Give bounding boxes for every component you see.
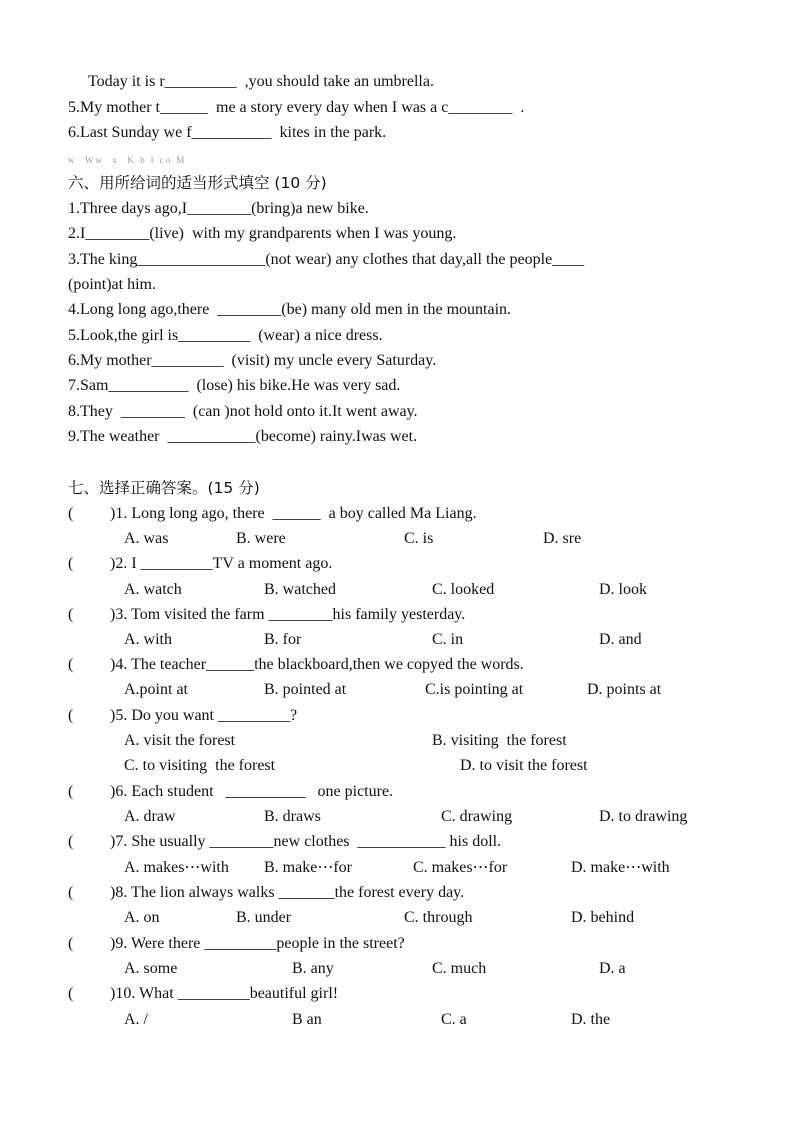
s6-item-3-cont: (point)at him. (68, 276, 156, 293)
q2-option-d: D. look (599, 581, 647, 598)
q2-option-b: B. watched (264, 581, 336, 598)
q7-paren: ( (68, 833, 74, 850)
q1-paren: ( (68, 505, 74, 522)
q5-option-c: C. to visiting the forest (124, 757, 276, 774)
q3-option-c: C. in (432, 631, 464, 648)
question-5-mother-story: 5.My mother t______ me a story every day when I was a c________ . (68, 99, 525, 116)
q1-option-c: C. is (404, 530, 434, 547)
q2-text: )2. I _________TV a moment ago. (110, 555, 333, 572)
q4-option-d: D. points at (587, 681, 662, 698)
q5-text: )5. Do you want _________? (110, 707, 298, 724)
q8-option-a: A. on (124, 909, 160, 926)
question-weather-umbrella: Today it is r_________ ,you should take an umbrella. (88, 73, 434, 90)
q8-option-d: D. behind (571, 909, 635, 926)
q8-paren: ( (68, 884, 74, 901)
q5-option-b: B. visiting the forest (432, 732, 567, 749)
q6-text: )6. Each student __________ one picture. (110, 783, 394, 800)
q3-option-d: D. and (599, 631, 642, 648)
q1-option-b: B. were (236, 530, 286, 547)
s6-item-7: 7.Sam__________ (lose) his bike.He was very sad. (68, 377, 401, 394)
q9-paren: ( (68, 935, 74, 952)
q7-option-a: A. makes⋯with (124, 859, 229, 876)
s6-item-8: 8.They ________ (can )not hold onto it.It went away. (68, 403, 418, 420)
q7-text: )7. She usually ________new clothes ___________ his doll. (110, 833, 502, 850)
s6-item-6: 6.My mother_________ (visit) my uncle every Saturday. (68, 352, 437, 369)
s6-item-5: 5.Look,the girl is_________ (wear) a nice dress. (68, 327, 383, 344)
q4-option-b: B. pointed at (264, 681, 347, 698)
s6-item-9: 9.The weather ___________(become) rainy.Iwas wet. (68, 428, 418, 445)
q8-option-b: B. under (236, 909, 292, 926)
s6-item-1: 1.Three days ago,I________(bring)a new bike. (68, 200, 369, 217)
q2-option-a: A. watch (124, 581, 182, 598)
q6-option-c: C. drawing (441, 808, 513, 825)
q10-option-c: C. a (441, 1011, 467, 1028)
q8-text: )8. The lion always walks _______the forest every day. (110, 884, 465, 901)
q9-text: )9. Were there _________people in the street? (110, 935, 405, 952)
q9-option-c: C. much (432, 960, 487, 977)
watermark-text: w Ww x K b l co M (68, 155, 187, 165)
q6-option-d: D. to drawing (599, 808, 688, 825)
q6-paren: ( (68, 783, 74, 800)
q7-option-b: B. make⋯for (264, 859, 352, 876)
s6-item-3: 3.The king________________(not wear) any clothes that day,all the people____ (68, 251, 585, 268)
q5-option-a: A. visit the forest (124, 732, 236, 749)
q10-option-d: D. the (571, 1011, 611, 1028)
q9-option-d: D. a (599, 960, 626, 977)
q1-option-d: D. sre (543, 530, 582, 547)
q4-option-a: A.point at (124, 681, 188, 698)
q3-option-b: B. for (264, 631, 302, 648)
q6-option-a: A. draw (124, 808, 176, 825)
q6-option-b: B. draws (264, 808, 321, 825)
q10-text: )10. What _________beautiful girl! (110, 985, 339, 1002)
q2-paren: ( (68, 555, 74, 572)
q9-option-b: B. any (292, 960, 334, 977)
q7-option-d: D. make⋯with (571, 859, 670, 876)
q4-option-c: C.is pointing at (425, 681, 524, 698)
q1-text: )1. Long long ago, there ______ a boy called Ma Liang. (110, 505, 477, 522)
s6-item-4: 4.Long long ago,there ________(be) many old men in the mountain. (68, 301, 512, 318)
q10-paren: ( (68, 985, 74, 1002)
q7-option-c: C. makes⋯for (413, 859, 508, 876)
q3-text: )3. Tom visited the farm ________his family yesterday. (110, 606, 466, 623)
q9-option-a: A. some (124, 960, 178, 977)
q10-option-b: B an (292, 1011, 322, 1028)
q10-option-a: A. / (124, 1011, 148, 1028)
section-7-title: 七、选择正确答案。(15 分) (68, 479, 260, 497)
q2-option-c: C. looked (432, 581, 495, 598)
q4-text: )4. The teacher______the blackboard,then we copyed the words. (110, 656, 524, 673)
s6-item-2: 2.I________(live) with my grandparents when I was young. (68, 225, 457, 242)
q8-option-c: C. through (404, 909, 473, 926)
section-6-title: 六、用所给词的适当形式填空 (10 分) (68, 174, 327, 192)
q1-option-a: A. was (124, 530, 169, 547)
q5-paren: ( (68, 707, 74, 724)
q3-paren: ( (68, 606, 74, 623)
q3-option-a: A. with (124, 631, 172, 648)
question-6-kites: 6.Last Sunday we f__________ kites in the park. (68, 124, 387, 141)
q4-paren: ( (68, 656, 74, 673)
q5-option-d: D. to visit the forest (460, 757, 588, 774)
